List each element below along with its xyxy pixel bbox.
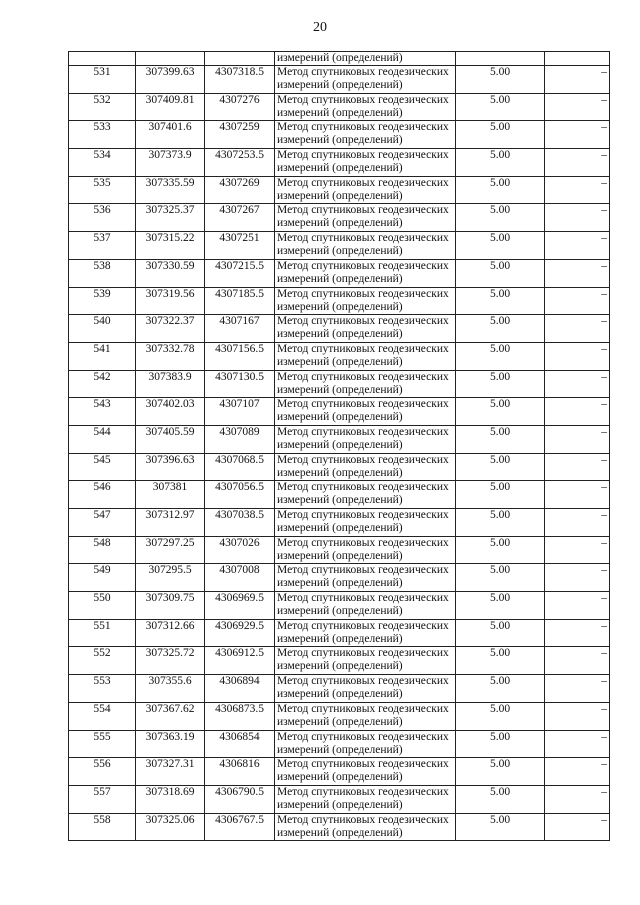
point-number-cell: 543 [69,398,136,426]
note-cell: – [545,758,610,786]
note-cell: – [545,204,610,232]
method-cell: Метод спутниковых геодезических измерений (определений) [275,509,456,537]
method-cell: Метод спутниковых геодезических измерений (определений) [275,342,456,370]
note-cell: – [545,398,610,426]
table-row [69,536,610,564]
y-coordinate-cell: 4306816 [205,758,275,786]
table-row [69,342,610,370]
point-number-cell: 546 [69,481,136,509]
x-coordinate-cell: 307312.66 [136,619,205,647]
accuracy-cell: 5.00 [456,536,545,564]
table-row [69,370,610,398]
y-coordinate-cell: 4306854 [205,730,275,758]
x-coordinate-cell: 307405.59 [136,425,205,453]
point-number-cell: 553 [69,675,136,703]
accuracy-cell: 5.00 [456,425,545,453]
y-coordinate-cell: 4306767.5 [205,813,275,841]
method-cell: Метод спутниковых геодезических измерений (определений) [275,370,456,398]
table-row [69,592,610,620]
x-coordinate-cell: 307401.6 [136,121,205,149]
table-row [69,675,610,703]
note-cell: – [545,66,610,94]
x-coordinate-cell: 307325.06 [136,813,205,841]
x-coordinate-cell: 307319.56 [136,287,205,315]
note-cell: – [545,785,610,813]
y-coordinate-cell: 4307026 [205,536,275,564]
y-coordinate-cell: 4307167 [205,315,275,343]
method-cell: Метод спутниковых геодезических измерений (определений) [275,536,456,564]
point-number-cell: 556 [69,758,136,786]
method-cell: Метод спутниковых геодезических измерений (определений) [275,204,456,232]
accuracy-cell: 5.00 [456,647,545,675]
table-row [69,813,610,841]
point-number-cell: 539 [69,287,136,315]
x-coordinate-cell: 307330.59 [136,259,205,287]
point-number-cell: 538 [69,259,136,287]
y-coordinate-cell: 4307185.5 [205,287,275,315]
continuation-method-cell: измерений (определений) [275,52,456,66]
cell-empty [69,52,136,66]
method-cell: Метод спутниковых геодезических измерений (определений) [275,481,456,509]
point-number-cell: 547 [69,509,136,537]
y-coordinate-cell: 4307130.5 [205,370,275,398]
x-coordinate-cell: 307325.72 [136,647,205,675]
method-cell: Метод спутниковых геодезических измерений (определений) [275,592,456,620]
method-cell: Метод спутниковых геодезических измерений (определений) [275,758,456,786]
table-row [69,481,610,509]
note-cell: – [545,509,610,537]
cell-empty [456,52,545,66]
table-row [69,149,610,177]
method-cell: Метод спутниковых геодезических измерений (определений) [275,730,456,758]
point-number-cell: 558 [69,813,136,841]
point-number-cell: 545 [69,453,136,481]
accuracy-cell: 5.00 [456,813,545,841]
accuracy-cell: 5.00 [456,592,545,620]
accuracy-cell: 5.00 [456,204,545,232]
note-cell: – [545,453,610,481]
y-coordinate-cell: 4306912.5 [205,647,275,675]
point-number-cell: 537 [69,232,136,260]
y-coordinate-cell: 4307251 [205,232,275,260]
x-coordinate-cell: 307325.37 [136,204,205,232]
note-cell: – [545,93,610,121]
note-cell: – [545,702,610,730]
table-row [69,619,610,647]
method-cell: Метод спутниковых геодезических измерений (определений) [275,564,456,592]
note-cell: – [545,342,610,370]
y-coordinate-cell: 4307056.5 [205,481,275,509]
note-cell: – [545,592,610,620]
y-coordinate-cell: 4306790.5 [205,785,275,813]
note-cell: – [545,176,610,204]
y-coordinate-cell: 4307318.5 [205,66,275,94]
table-row [69,785,610,813]
note-cell: – [545,675,610,703]
accuracy-cell: 5.00 [456,398,545,426]
y-coordinate-cell: 4307259 [205,121,275,149]
cell-empty [545,52,610,66]
y-coordinate-cell: 4307008 [205,564,275,592]
method-cell: Метод спутниковых геодезических измерений (определений) [275,675,456,703]
cell-empty [205,52,275,66]
point-number-cell: 554 [69,702,136,730]
table-row [69,121,610,149]
point-number-cell: 536 [69,204,136,232]
note-cell: – [545,287,610,315]
point-number-cell: 534 [69,149,136,177]
x-coordinate-cell: 307312.97 [136,509,205,537]
note-cell: – [545,481,610,509]
x-coordinate-cell: 307322.37 [136,315,205,343]
point-number-cell: 548 [69,536,136,564]
y-coordinate-cell: 4307068.5 [205,453,275,481]
y-coordinate-cell: 4307215.5 [205,259,275,287]
accuracy-cell: 5.00 [456,315,545,343]
accuracy-cell: 5.00 [456,93,545,121]
accuracy-cell: 5.00 [456,481,545,509]
accuracy-cell: 5.00 [456,370,545,398]
point-number-cell: 531 [69,66,136,94]
note-cell: – [545,370,610,398]
method-cell: Метод спутниковых геодезических измерений (определений) [275,232,456,260]
x-coordinate-cell: 307327.31 [136,758,205,786]
x-coordinate-cell: 307363.19 [136,730,205,758]
method-cell: Метод спутниковых геодезических измерений (определений) [275,619,456,647]
x-coordinate-cell: 307318.69 [136,785,205,813]
method-cell: Метод спутниковых геодезических измерений (определений) [275,398,456,426]
table-row [69,259,610,287]
note-cell: – [545,813,610,841]
point-number-cell: 540 [69,315,136,343]
accuracy-cell: 5.00 [456,342,545,370]
accuracy-cell: 5.00 [456,232,545,260]
table-row [69,509,610,537]
x-coordinate-cell: 307355.6 [136,675,205,703]
cell-empty [136,52,205,66]
y-coordinate-cell: 4306894 [205,675,275,703]
accuracy-cell: 5.00 [456,675,545,703]
method-cell: Метод спутниковых геодезических измерений (определений) [275,66,456,94]
table-row [69,564,610,592]
y-coordinate-cell: 4307269 [205,176,275,204]
point-number-cell: 541 [69,342,136,370]
x-coordinate-cell: 307383.9 [136,370,205,398]
table-row [69,287,610,315]
table-row [69,93,610,121]
table-row [69,647,610,675]
note-cell: – [545,564,610,592]
method-cell: Метод спутниковых геодезических измерений (определений) [275,785,456,813]
table-row [69,453,610,481]
point-number-cell: 542 [69,370,136,398]
method-cell: Метод спутниковых геодезических измерений (определений) [275,315,456,343]
point-number-cell: 555 [69,730,136,758]
y-coordinate-cell: 4306873.5 [205,702,275,730]
y-coordinate-cell: 4306929.5 [205,619,275,647]
note-cell: – [545,121,610,149]
method-cell: Метод спутниковых геодезических измерений (определений) [275,93,456,121]
table-row [69,398,610,426]
point-number-cell: 544 [69,425,136,453]
table-row [69,425,610,453]
point-number-cell: 533 [69,121,136,149]
y-coordinate-cell: 4307276 [205,93,275,121]
method-cell: Метод спутниковых геодезических измерений (определений) [275,647,456,675]
point-number-cell: 535 [69,176,136,204]
point-number-cell: 532 [69,93,136,121]
method-cell: Метод спутниковых геодезических измерений (определений) [275,149,456,177]
note-cell: – [545,425,610,453]
method-cell: Метод спутниковых геодезических измерений (определений) [275,813,456,841]
x-coordinate-cell: 307396.63 [136,453,205,481]
table-row [69,66,610,94]
x-coordinate-cell: 307295.5 [136,564,205,592]
table-row [69,758,610,786]
accuracy-cell: 5.00 [456,509,545,537]
method-cell: Метод спутниковых геодезических измерений (определений) [275,121,456,149]
accuracy-cell: 5.00 [456,453,545,481]
y-coordinate-cell: 4307267 [205,204,275,232]
page-number: 20 [313,20,327,35]
coordinates-table [68,51,610,841]
note-cell: – [545,619,610,647]
accuracy-cell: 5.00 [456,785,545,813]
x-coordinate-cell: 307297.25 [136,536,205,564]
note-cell: – [545,259,610,287]
accuracy-cell: 5.00 [456,66,545,94]
table-row [69,232,610,260]
method-cell: Метод спутниковых геодезических измерений (определений) [275,702,456,730]
accuracy-cell: 5.00 [456,730,545,758]
y-coordinate-cell: 4307089 [205,425,275,453]
accuracy-cell: 5.00 [456,564,545,592]
point-number-cell: 550 [69,592,136,620]
note-cell: – [545,647,610,675]
y-coordinate-cell: 4307107 [205,398,275,426]
note-cell: – [545,149,610,177]
accuracy-cell: 5.00 [456,702,545,730]
x-coordinate-cell: 307373.9 [136,149,205,177]
continuation-row [69,52,610,66]
accuracy-cell: 5.00 [456,758,545,786]
note-cell: – [545,315,610,343]
method-cell: Метод спутниковых геодезических измерений (определений) [275,259,456,287]
x-coordinate-cell: 307367.62 [136,702,205,730]
x-coordinate-cell: 307335.59 [136,176,205,204]
table-row [69,730,610,758]
method-cell: Метод спутниковых геодезических измерений (определений) [275,287,456,315]
method-cell: Метод спутниковых геодезических измерений (определений) [275,176,456,204]
point-number-cell: 552 [69,647,136,675]
method-cell: Метод спутниковых геодезических измерений (определений) [275,425,456,453]
table-row [69,702,610,730]
table-row [69,204,610,232]
note-cell: – [545,536,610,564]
method-cell: Метод спутниковых геодезических измерений (определений) [275,453,456,481]
note-cell: – [545,232,610,260]
y-coordinate-cell: 4306969.5 [205,592,275,620]
table-row [69,176,610,204]
x-coordinate-cell: 307309.75 [136,592,205,620]
x-coordinate-cell: 307409.81 [136,93,205,121]
accuracy-cell: 5.00 [456,619,545,647]
accuracy-cell: 5.00 [456,287,545,315]
x-coordinate-cell: 307399.63 [136,66,205,94]
x-coordinate-cell: 307402.03 [136,398,205,426]
x-coordinate-cell: 307381 [136,481,205,509]
accuracy-cell: 5.00 [456,176,545,204]
point-number-cell: 551 [69,619,136,647]
x-coordinate-cell: 307332.78 [136,342,205,370]
y-coordinate-cell: 4307038.5 [205,509,275,537]
table-row [69,315,610,343]
y-coordinate-cell: 4307156.5 [205,342,275,370]
accuracy-cell: 5.00 [456,149,545,177]
accuracy-cell: 5.00 [456,259,545,287]
x-coordinate-cell: 307315.22 [136,232,205,260]
y-coordinate-cell: 4307253.5 [205,149,275,177]
point-number-cell: 549 [69,564,136,592]
note-cell: – [545,730,610,758]
accuracy-cell: 5.00 [456,121,545,149]
point-number-cell: 557 [69,785,136,813]
